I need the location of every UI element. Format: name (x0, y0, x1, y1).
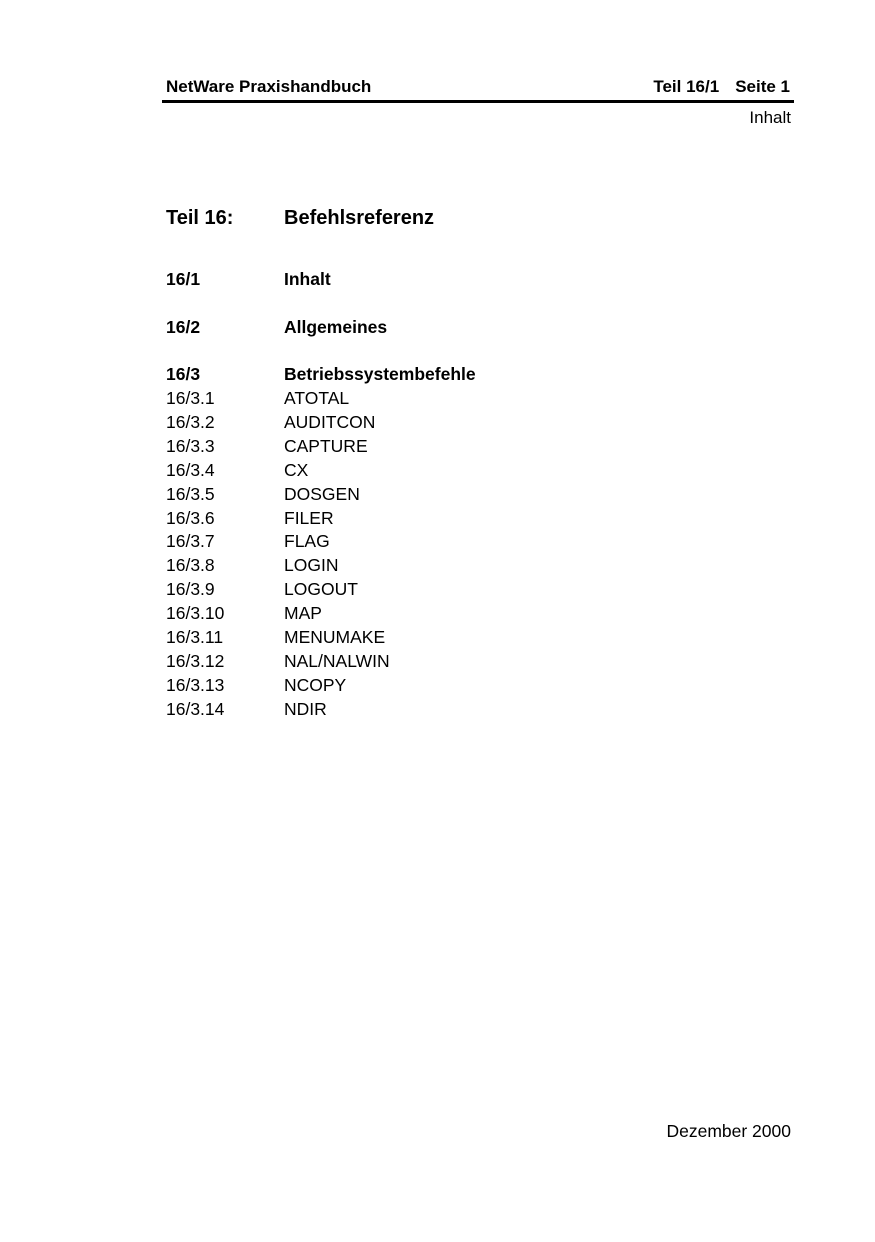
part-reference: Teil 16/1 (653, 77, 720, 96)
toc-entry-title: CAPTURE (284, 435, 368, 456)
toc-entry-title: Allgemeines (284, 317, 388, 337)
toc-entry-number: 16/3.5 (166, 483, 215, 504)
toc-entry-number: 16/3.3 (166, 435, 215, 456)
toc-entry-title: Inhalt (284, 269, 331, 289)
toc-entry-number: 16/3.9 (166, 579, 215, 600)
page-reference (653, 77, 790, 97)
section-label: Inhalt (749, 108, 791, 127)
toc-entry-title: DOSGEN (284, 483, 360, 504)
part-title: Befehlsreferenz (284, 207, 435, 229)
toc-entry-number: 16/3.8 (166, 555, 215, 576)
page-header (162, 76, 794, 103)
toc-entry-number: 16/3.2 (166, 411, 215, 432)
toc-entry-title: NAL/NALWIN (284, 650, 390, 671)
toc-entry-number: 16/3.4 (166, 459, 215, 480)
toc-entry-title: LOGIN (284, 555, 339, 576)
toc-entry-title: MENUMAKE (284, 627, 386, 647)
toc-entry-number: 16/3.12 (166, 650, 225, 671)
toc-entry-number: 16/2 (166, 317, 201, 337)
toc-entry-title: FLAG (284, 531, 330, 552)
toc-entry-title: AUDITCON (284, 411, 376, 432)
toc-entry-number: 16/3.13 (166, 674, 225, 695)
part-number: Teil 16: (166, 207, 234, 229)
page-number: Seite 1 (735, 77, 790, 96)
toc-entry-number: 16/3.10 (166, 603, 225, 624)
toc-entry-title: FILER (284, 507, 334, 528)
toc-entry-title: Betriebssystembefehle (284, 364, 476, 384)
toc-entry-title: LOGOUT (284, 579, 358, 600)
toc-entry-number: 16/1 (166, 269, 201, 289)
toc-entry-number: 16/3.1 (166, 388, 215, 408)
toc-entry-number: 16/3.6 (166, 507, 215, 528)
toc-entry-title: ATOTAL (284, 388, 350, 408)
footer-date: Dezember 2000 (666, 1121, 791, 1141)
book-title: NetWare Praxishandbuch (166, 77, 372, 96)
toc-entry-number: 16/3.7 (166, 531, 215, 552)
toc-entry-title: CX (284, 459, 309, 480)
toc-entry-title: NDIR (284, 698, 327, 719)
toc-entry-title: MAP (284, 603, 322, 624)
toc-entry-number: 16/3.14 (166, 698, 225, 719)
toc-entry-number: 16/3.11 (166, 627, 224, 647)
toc-entry-title: NCOPY (284, 674, 347, 695)
toc-entry-number: 16/3 (166, 364, 201, 384)
